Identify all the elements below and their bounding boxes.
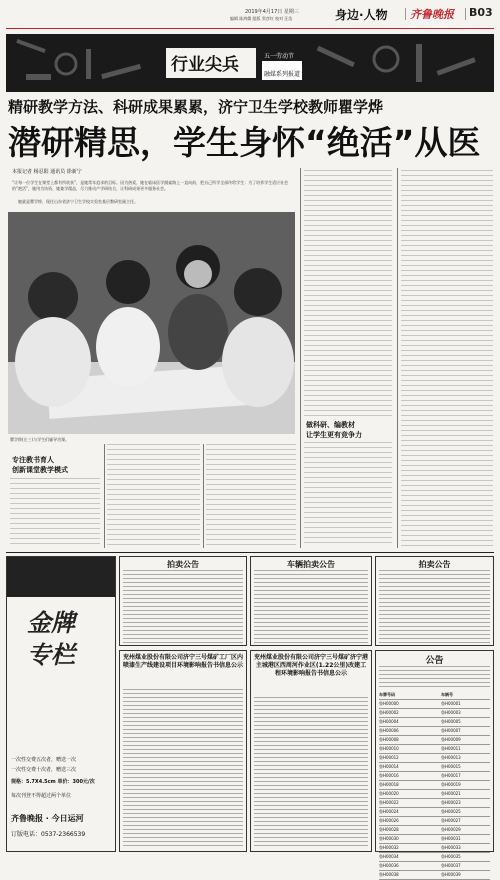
table-cell-right: 鲁H00015 xyxy=(441,763,490,772)
gold-title xyxy=(27,607,97,671)
table-cell-left: 鲁H00032 xyxy=(379,844,441,853)
banner-tag-sub2-text: 融媒系列报道 xyxy=(264,71,301,78)
auction-body-2 xyxy=(379,570,490,644)
plate-table-header-left: 车牌号码 xyxy=(379,691,441,700)
table-cell-right: 鲁H00029 xyxy=(441,826,490,835)
table-row xyxy=(379,862,490,871)
article-column-2b xyxy=(304,442,392,546)
table-row xyxy=(379,718,490,727)
vehicle-auction-body xyxy=(254,570,368,644)
vehicle-auction-notice xyxy=(250,556,372,646)
coal-notice-1-body xyxy=(123,689,243,849)
column-divider-3 xyxy=(104,444,105,548)
article-photo xyxy=(8,212,295,434)
gold-line-2: 一次性交费十次者，赠送三次 xyxy=(11,767,77,773)
table-row xyxy=(379,709,490,718)
section2-title-2: 让学生更有竞争力 xyxy=(306,431,362,439)
table-cell-left: 鲁H00002 xyxy=(379,709,441,718)
table-row xyxy=(379,799,490,808)
coal-notice-1 xyxy=(119,650,247,852)
table-cell-right: 鲁H00027 xyxy=(441,817,490,826)
table-row xyxy=(379,736,490,745)
gold-phone: 订版电话：0537-2366539 xyxy=(11,831,86,838)
table-cell-left: 鲁H00006 xyxy=(379,727,441,736)
gold-ad-top-graphic xyxy=(7,557,115,597)
table-cell-left: 鲁H00010 xyxy=(379,745,441,754)
table-cell-right: 鲁H00023 xyxy=(441,799,490,808)
table-cell-left: 鲁H00008 xyxy=(379,736,441,745)
table-cell-right: 鲁H00009 xyxy=(441,736,490,745)
table-cell-right: 鲁H00013 xyxy=(441,754,490,763)
page-number: B03 xyxy=(469,6,493,19)
table-cell-right: 鲁H00019 xyxy=(441,781,490,790)
plate-table-header-right: 车辆号 xyxy=(441,691,490,700)
table-cell-right: 鲁H00011 xyxy=(441,745,490,754)
notice-body xyxy=(379,666,490,688)
table-cell-right: 鲁H00035 xyxy=(441,853,490,862)
header-date: 2019年4月17日 星期三 xyxy=(245,9,299,15)
table-cell-right: 鲁H00021 xyxy=(441,790,490,799)
article-lead: “让每一位学生在课堂上都有所收获”，是她常年追求的目标。因为热爱，她在临床医学摸索路上一直向前，把自己所学全部传给学生；为了培养学生适应社会的“绝活”，她用为坊资、她兼学精品，尽力推动产学研结合，让科研成果更多服务社会。 xyxy=(12,180,289,191)
header-rule xyxy=(6,28,494,29)
column-divider-1 xyxy=(300,168,301,548)
plate-table xyxy=(379,691,490,880)
coal-notice-2-title: 兖州煤业股份有限公司济宁三号煤矿济宁港主城港区西周河作业区(1.22公里)改建工程环境影响报告书信息公示 xyxy=(254,654,369,677)
tools-decoration-left xyxy=(6,34,156,92)
table-cell-left: 鲁H00000 xyxy=(379,700,441,709)
table-row xyxy=(379,808,490,817)
table-cell-left: 鲁H00004 xyxy=(379,718,441,727)
article-column-1b xyxy=(107,444,200,546)
table-cell-left: 鲁H00034 xyxy=(379,853,441,862)
coal-notice-1-title: 兖州煤业股份有限公司济宁三号煤矿工厂区内喷漆生产线建设项目环境影响报告书信息公示 xyxy=(123,654,244,669)
table-row xyxy=(379,835,490,844)
auction-title-1: 拍卖公告 xyxy=(167,560,199,569)
section1-title-2: 创新课堂教学模式 xyxy=(12,466,68,474)
header-editors: 编辑 陈鸿儒 组版 窦彦红 校对 汪浩 xyxy=(230,16,293,21)
table-cell-left: 鲁H00022 xyxy=(379,799,441,808)
vehicle-auction-title: 车辆拍卖公告 xyxy=(287,560,335,569)
table-cell-right: 鲁H00025 xyxy=(441,808,490,817)
article-subtitle: 精研教学方法、科研成果累累，济宁卫生学校教师瞿学烨 xyxy=(8,98,384,116)
photo-illustration xyxy=(8,212,295,434)
table-row xyxy=(379,727,490,736)
table-cell-left: 鲁H00036 xyxy=(379,862,441,871)
table-cell-left: 鲁H00024 xyxy=(379,808,441,817)
article-byline: 本报记者 杨忍阳 通讯员 徐新宁 xyxy=(12,169,82,175)
table-cell-right: 鲁H00039 xyxy=(441,871,490,880)
gold-line-1: 一次性交费五次者，赠送一次 xyxy=(11,757,77,763)
gold-title-text: 金牌专栏 xyxy=(27,609,75,669)
article-column-1c xyxy=(206,444,296,546)
table-cell-left: 鲁H00012 xyxy=(379,754,441,763)
banner-tag-sub2 xyxy=(262,61,302,80)
auction-body-1 xyxy=(123,570,243,644)
coal-notice-2 xyxy=(250,650,372,852)
table-cell-left: 鲁H00038 xyxy=(379,871,441,880)
header-divider xyxy=(405,8,406,20)
table-cell-right: 鲁H00007 xyxy=(441,727,490,736)
article-column-3 xyxy=(401,170,493,546)
table-cell-left: 鲁H00028 xyxy=(379,826,441,835)
section2-title-1: 做科研、编教材 xyxy=(306,421,355,429)
auction-title-2: 拍卖公告 xyxy=(418,560,451,569)
table-row xyxy=(379,790,490,799)
gold-footer: 齐鲁晚报 · 今日运河 xyxy=(11,814,84,823)
table-row xyxy=(379,826,490,835)
table-row xyxy=(379,772,490,781)
header-divider-2 xyxy=(465,8,466,20)
tools-decoration-right xyxy=(306,34,486,92)
banner xyxy=(6,34,494,92)
table-cell-right: 鲁H00003 xyxy=(441,709,490,718)
article-intro: 她就是瞿学烨，现任山东省济宁卫生学校实验室基层教研室副主任。 xyxy=(18,199,138,204)
table-cell-right: 鲁H00005 xyxy=(441,718,490,727)
article-column-1a xyxy=(10,478,100,546)
table-cell-left: 鲁H00026 xyxy=(379,817,441,826)
notice-title: 公告 xyxy=(425,656,444,666)
table-row xyxy=(379,781,490,790)
banner-tag-sub1: 五一劳动节 xyxy=(264,53,295,60)
gold-line-4: 每次刊登不得超过两个单位 xyxy=(11,793,72,799)
column-divider-4 xyxy=(203,444,204,548)
table-cell-left: 鲁H00018 xyxy=(379,781,441,790)
column-divider-2 xyxy=(397,168,398,548)
table-row xyxy=(379,844,490,853)
table-row xyxy=(379,700,490,709)
coal-notice-2-body xyxy=(254,697,368,849)
table-cell-right: 鲁H00017 xyxy=(441,772,490,781)
section1-title-1: 专注教书育人 xyxy=(12,456,54,464)
banner-tag-main: 行业尖兵 xyxy=(171,55,239,75)
header-section: 身边·人物 xyxy=(335,8,388,22)
table-cell-left: 鲁H00016 xyxy=(379,772,441,781)
plate-table-header xyxy=(379,691,490,700)
table-cell-right: 鲁H00031 xyxy=(441,835,490,844)
table-cell-right: 鲁H00033 xyxy=(441,844,490,853)
table-row xyxy=(379,763,490,772)
auction-notice-2 xyxy=(375,556,494,646)
table-cell-left: 鲁H00014 xyxy=(379,763,441,772)
table-row xyxy=(379,745,490,754)
article-title: 潜研精思，学生身怀“绝活”从医 xyxy=(8,123,481,162)
notice-with-table xyxy=(375,650,494,877)
table-cell-left: 鲁H00020 xyxy=(379,790,441,799)
brand-logo: 齐鲁晚报 xyxy=(410,8,454,21)
table-row xyxy=(379,817,490,826)
page-header xyxy=(0,0,500,30)
table-cell-left: 鲁H00030 xyxy=(379,835,441,844)
auction-notice-1 xyxy=(119,556,247,646)
gold-column-ad xyxy=(6,556,116,852)
table-cell-right: 鲁H00001 xyxy=(441,700,490,709)
plate-table-body xyxy=(379,700,490,880)
gold-line-3: 规格：5.7X4.5cm 单价：300元/次 xyxy=(11,779,95,785)
photo-caption: 瞿学烨(左三)与学生们辅导功课。 xyxy=(10,437,70,442)
section-rule xyxy=(6,552,494,553)
table-row xyxy=(379,754,490,763)
table-cell-right: 鲁H00037 xyxy=(441,862,490,871)
table-row xyxy=(379,871,490,880)
article-column-2 xyxy=(304,170,392,416)
